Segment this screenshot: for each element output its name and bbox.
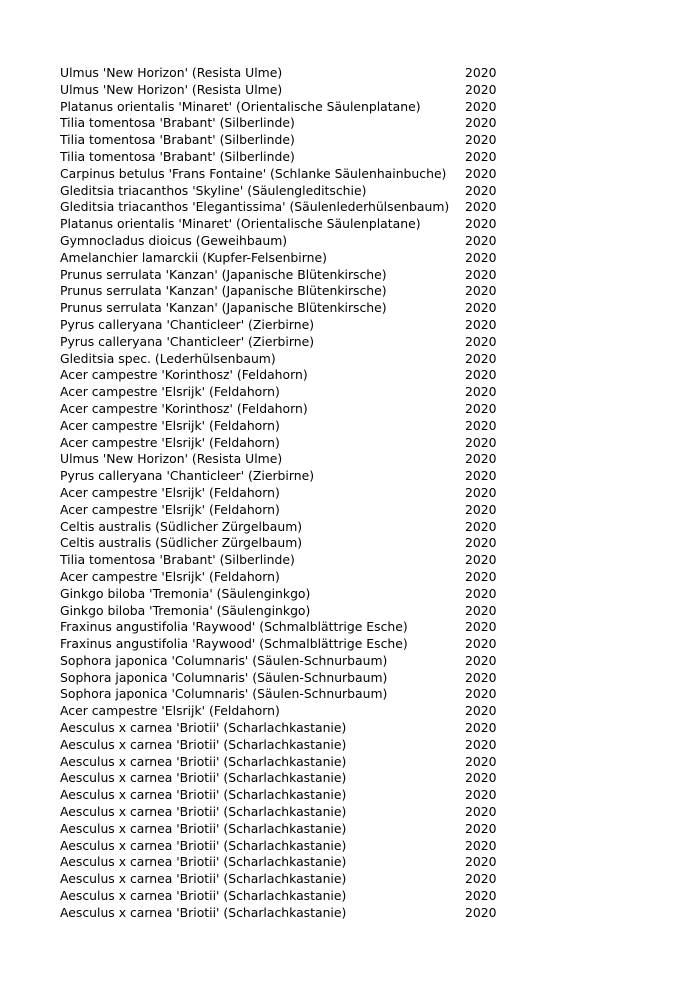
planting-year: 2020 — [465, 417, 497, 433]
table-row — [60, 300, 510, 317]
table-row — [60, 670, 510, 687]
tree-species-name: Prunus serrulata 'Kanzan' (Japanische Blütenkirsche) — [60, 266, 387, 282]
tree-species-name: Ulmus 'New Horizon' (Resista Ulme) — [60, 451, 283, 467]
tree-species-name: Tilia tomentosa 'Brabant' (Silberlinde) — [60, 115, 295, 131]
planting-year: 2020 — [465, 837, 497, 853]
table-row — [60, 367, 510, 384]
planting-year: 2020 — [465, 636, 497, 652]
table-row — [60, 351, 510, 368]
planting-year: 2020 — [465, 770, 497, 786]
table-row — [60, 754, 510, 771]
table-row — [60, 603, 510, 620]
tree-species-name: Platanus orientalis 'Minaret' (Orientalische Säulenplatane) — [60, 98, 421, 114]
table-row — [60, 115, 510, 132]
planting-year: 2020 — [465, 434, 497, 450]
tree-species-name: Sophora japonica 'Columnaris' (Säulen-Schnurbaum) — [60, 669, 388, 685]
table-row — [60, 703, 510, 720]
table-row — [60, 166, 510, 183]
tree-species-name: Tilia tomentosa 'Brabant' (Silberlinde) — [60, 552, 295, 568]
planting-year: 2020 — [465, 720, 497, 736]
table-row — [60, 485, 510, 502]
planting-year: 2020 — [465, 199, 497, 215]
planting-year: 2020 — [465, 400, 497, 416]
planting-year: 2020 — [465, 501, 497, 517]
tree-species-name: Acer campestre 'Elsrijk' (Feldahorn) — [60, 484, 280, 500]
planting-year: 2020 — [465, 703, 497, 719]
planting-year: 2020 — [465, 216, 497, 232]
planting-year: 2020 — [465, 602, 497, 618]
planting-year: 2020 — [465, 552, 497, 568]
tree-species-name: Prunus serrulata 'Kanzan' (Japanische Blütenkirsche) — [60, 283, 387, 299]
tree-species-name: Celtis australis (Südlicher Zürgelbaum) — [60, 535, 303, 551]
table-row — [60, 384, 510, 401]
tree-species-name: Fraxinus angustifolia 'Raywood' (Schmalblättrige Esche) — [60, 636, 408, 652]
table-row — [60, 283, 510, 300]
tree-species-name: Ulmus 'New Horizon' (Resista Ulme) — [60, 81, 283, 97]
planting-year: 2020 — [465, 619, 497, 635]
tree-species-name: Acer campestre 'Elsrijk' (Feldahorn) — [60, 501, 280, 517]
table-row — [60, 686, 510, 703]
planting-year: 2020 — [465, 669, 497, 685]
planting-year: 2020 — [465, 333, 497, 349]
planting-year: 2020 — [465, 787, 497, 803]
tree-species-name: Ulmus 'New Horizon' (Resista Ulme) — [60, 65, 283, 80]
planting-year: 2020 — [465, 148, 497, 164]
tree-species-name: Acer campestre 'Elsrijk' (Feldahorn) — [60, 417, 280, 433]
tree-species-name: Aesculus x carnea 'Briotii' (Scharlachkastanie) — [60, 736, 347, 752]
tree-species-name: Aesculus x carnea 'Briotii' (Scharlachkastanie) — [60, 804, 347, 820]
table-row — [60, 535, 510, 552]
table-row — [60, 888, 510, 905]
tree-species-name: Sophora japonica 'Columnaris' (Säulen-Schnurbaum) — [60, 652, 388, 668]
planting-year: 2020 — [465, 736, 497, 752]
planting-year: 2020 — [465, 266, 497, 282]
planting-year: 2020 — [465, 652, 497, 668]
tree-species-name: Pyrus calleryana 'Chanticleer' (Zierbirne) — [60, 333, 315, 349]
planting-year: 2020 — [465, 871, 497, 887]
tree-species-name: Acer campestre 'Elsrijk' (Feldahorn) — [60, 434, 280, 450]
planting-year: 2020 — [465, 232, 497, 248]
tree-species-name: Gymnocladus dioicus (Geweihbaum) — [60, 232, 288, 248]
tree-species-name: Amelanchier lamarckii (Kupfer-Felsenbirne) — [60, 249, 327, 265]
tree-species-name: Ginkgo biloba 'Tremonia' (Säulenginkgo) — [60, 585, 311, 601]
tree-species-name: Prunus serrulata 'Kanzan' (Japanische Blütenkirsche) — [60, 300, 387, 316]
table-row — [60, 653, 510, 670]
tree-species-name: Aesculus x carnea 'Briotii' (Scharlachkastanie) — [60, 854, 347, 870]
planting-year: 2020 — [465, 686, 497, 702]
planting-year: 2020 — [465, 98, 497, 114]
table-row — [60, 199, 510, 216]
table-row — [60, 619, 510, 636]
planting-year: 2020 — [465, 753, 497, 769]
tree-species-name: Gleditsia triacanthos 'Skyline' (Säulengleditschie) — [60, 182, 367, 198]
tree-species-name: Acer campestre 'Elsrijk' (Feldahorn) — [60, 703, 280, 719]
table-row — [60, 149, 510, 166]
table-row — [60, 418, 510, 435]
planting-year: 2020 — [465, 820, 497, 836]
planting-year: 2020 — [465, 81, 497, 97]
table-row — [60, 854, 510, 871]
planting-year: 2020 — [465, 65, 497, 80]
table-row — [60, 787, 510, 804]
table-row — [60, 65, 510, 82]
table-row — [60, 267, 510, 284]
tree-species-name: Carpinus betulus 'Frans Fontaine' (Schlanke Säulenhainbuche) — [60, 165, 447, 181]
tree-species-name: Acer campestre 'Elsrijk' (Feldahorn) — [60, 384, 280, 400]
planting-year: 2020 — [465, 804, 497, 820]
tree-species-name: Pyrus calleryana 'Chanticleer' (Zierbirne) — [60, 316, 315, 332]
table-row — [60, 804, 510, 821]
table-row — [60, 821, 510, 838]
planting-year: 2020 — [465, 568, 497, 584]
planting-year: 2020 — [465, 132, 497, 148]
table-row — [60, 720, 510, 737]
planting-year: 2020 — [465, 283, 497, 299]
tree-species-name: Aesculus x carnea 'Briotii' (Scharlachkastanie) — [60, 753, 347, 769]
planting-year: 2020 — [465, 367, 497, 383]
table-row — [60, 250, 510, 267]
planting-year: 2020 — [465, 854, 497, 870]
table-row — [60, 552, 510, 569]
table-row — [60, 586, 510, 603]
table-row — [60, 737, 510, 754]
tree-list-table — [60, 65, 510, 922]
table-row — [60, 233, 510, 250]
table-row — [60, 838, 510, 855]
tree-species-name: Aesculus x carnea 'Briotii' (Scharlachkastanie) — [60, 820, 347, 836]
table-row — [60, 636, 510, 653]
planting-year: 2020 — [465, 300, 497, 316]
tree-species-name: Aesculus x carnea 'Briotii' (Scharlachkastanie) — [60, 871, 347, 887]
tree-species-name: Platanus orientalis 'Minaret' (Orientalische Säulenplatane) — [60, 216, 421, 232]
planting-year: 2020 — [465, 182, 497, 198]
tree-species-name: Sophora japonica 'Columnaris' (Säulen-Schnurbaum) — [60, 686, 388, 702]
table-row — [60, 871, 510, 888]
table-row — [60, 502, 510, 519]
table-row — [60, 770, 510, 787]
tree-species-name: Tilia tomentosa 'Brabant' (Silberlinde) — [60, 132, 295, 148]
table-row — [60, 401, 510, 418]
table-row — [60, 99, 510, 116]
table-row — [60, 905, 510, 922]
tree-species-name: Aesculus x carnea 'Briotii' (Scharlachkastanie) — [60, 904, 347, 920]
planting-year: 2020 — [465, 451, 497, 467]
tree-species-name: Aesculus x carnea 'Briotii' (Scharlachkastanie) — [60, 837, 347, 853]
tree-species-name: Tilia tomentosa 'Brabant' (Silberlinde) — [60, 148, 295, 164]
planting-year: 2020 — [465, 585, 497, 601]
tree-species-name: Aesculus x carnea 'Briotii' (Scharlachkastanie) — [60, 720, 347, 736]
tree-species-name: Acer campestre 'Korinthosz' (Feldahorn) — [60, 400, 308, 416]
tree-species-name: Acer campestre 'Korinthosz' (Feldahorn) — [60, 367, 308, 383]
planting-year: 2020 — [465, 535, 497, 551]
planting-year: 2020 — [465, 518, 497, 534]
table-row — [60, 519, 510, 536]
tree-species-name: Ginkgo biloba 'Tremonia' (Säulenginkgo) — [60, 602, 311, 618]
planting-year: 2020 — [465, 384, 497, 400]
table-row — [60, 468, 510, 485]
tree-species-name: Gleditsia triacanthos 'Elegantissima' (Säulenlederhülsenbaum) — [60, 199, 450, 215]
table-row — [60, 451, 510, 468]
planting-year: 2020 — [465, 249, 497, 265]
tree-species-name: Fraxinus angustifolia 'Raywood' (Schmalblättrige Esche) — [60, 619, 408, 635]
table-row — [60, 435, 510, 452]
planting-year: 2020 — [465, 115, 497, 131]
planting-year: 2020 — [465, 165, 497, 181]
tree-species-name: Aesculus x carnea 'Briotii' (Scharlachkastanie) — [60, 770, 347, 786]
planting-year: 2020 — [465, 904, 497, 920]
table-row — [60, 569, 510, 586]
planting-year: 2020 — [465, 350, 497, 366]
table-row — [60, 132, 510, 149]
planting-year: 2020 — [465, 484, 497, 500]
planting-year: 2020 — [465, 888, 497, 904]
tree-species-name: Gleditsia spec. (Lederhülsenbaum) — [60, 350, 276, 366]
table-row — [60, 317, 510, 334]
tree-species-name: Aesculus x carnea 'Briotii' (Scharlachkastanie) — [60, 888, 347, 904]
tree-species-name: Acer campestre 'Elsrijk' (Feldahorn) — [60, 568, 280, 584]
tree-species-name: Celtis australis (Südlicher Zürgelbaum) — [60, 518, 303, 534]
table-row — [60, 82, 510, 99]
tree-species-name: Aesculus x carnea 'Briotii' (Scharlachkastanie) — [60, 787, 347, 803]
planting-year: 2020 — [465, 468, 497, 484]
table-row — [60, 183, 510, 200]
tree-species-name: Pyrus calleryana 'Chanticleer' (Zierbirne) — [60, 468, 315, 484]
table-row — [60, 334, 510, 351]
planting-year: 2020 — [465, 316, 497, 332]
table-row — [60, 216, 510, 233]
